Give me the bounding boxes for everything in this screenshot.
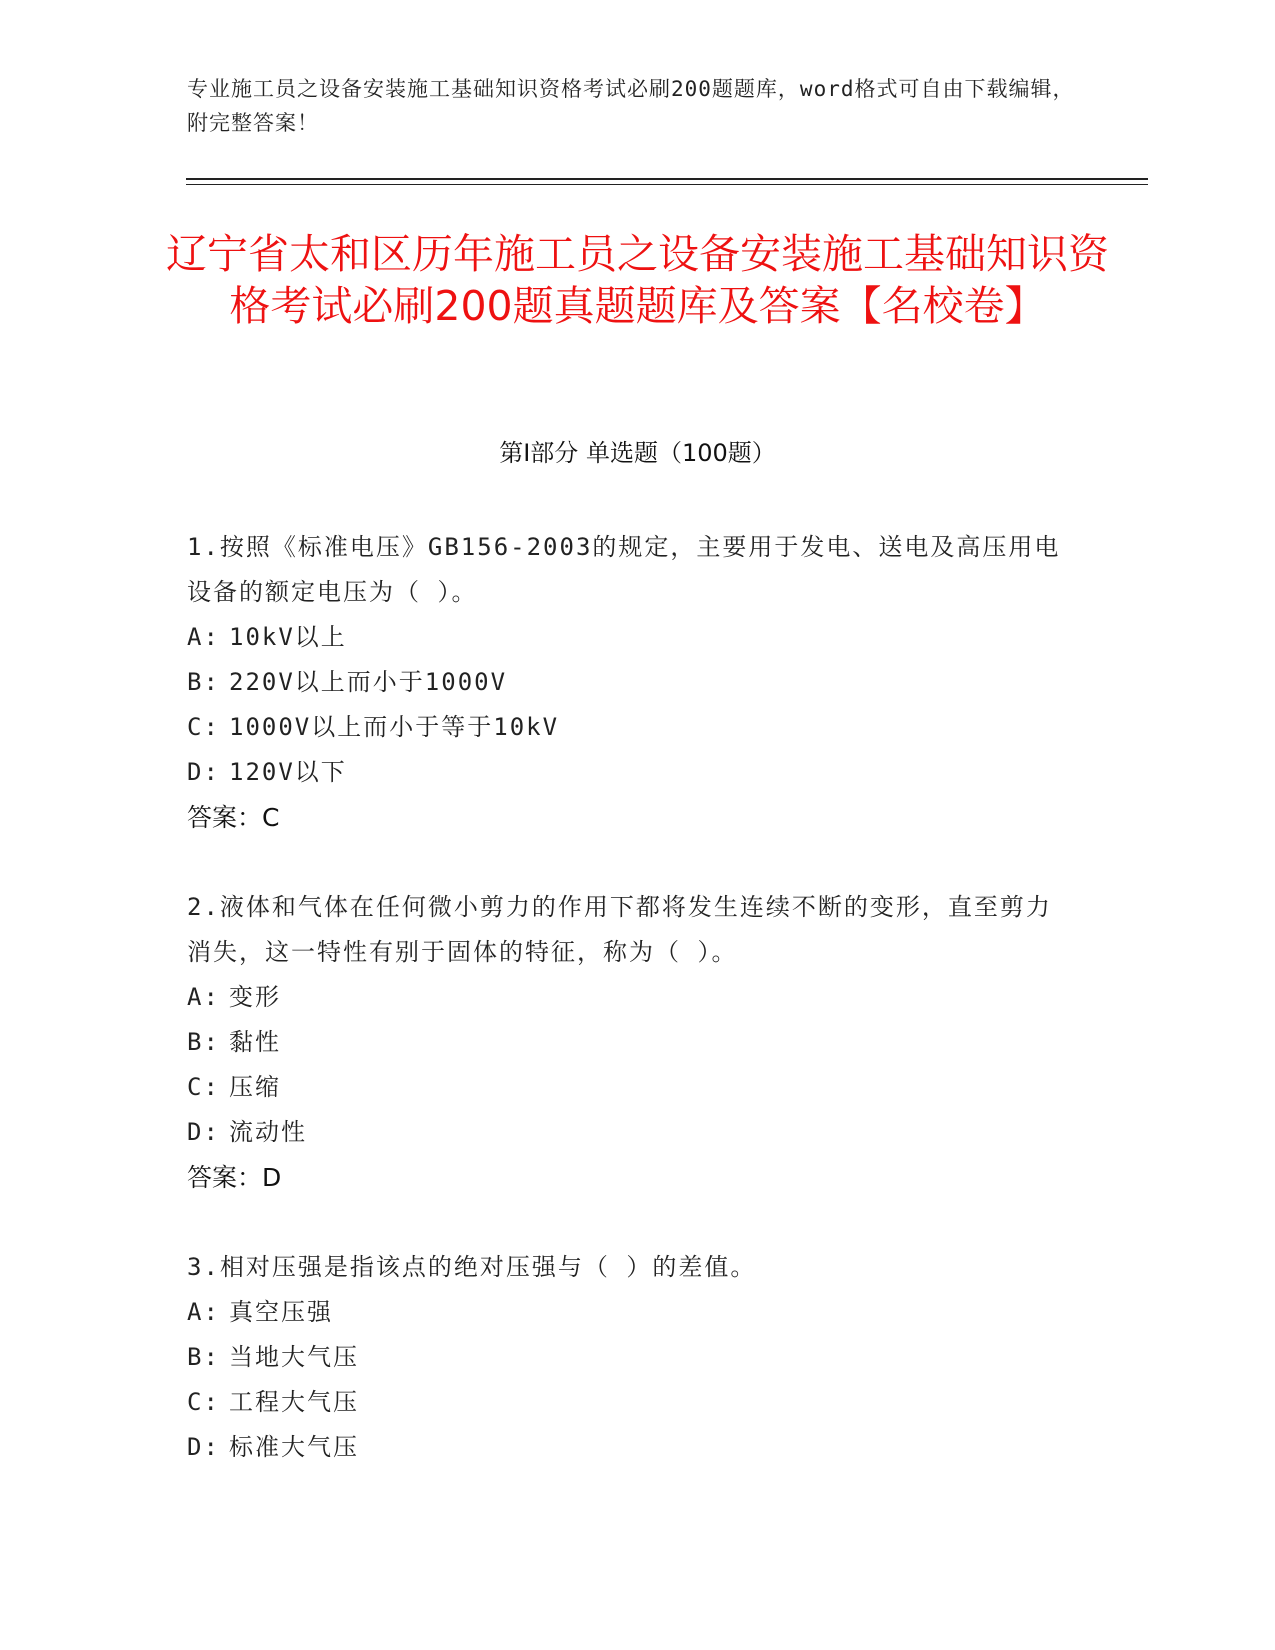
option-text: 流动性 (229, 1118, 307, 1146)
option-key: B: (187, 1343, 220, 1371)
option-b (187, 1020, 1067, 1065)
option-b (187, 1335, 1067, 1380)
question-stem: 3.相对压强是指该点的绝对压强与（ ）的差值。 (187, 1253, 757, 1281)
option-c (187, 1065, 1067, 1110)
question-2 (187, 885, 1067, 1200)
option-a (187, 975, 1067, 1020)
question-3 (187, 1245, 1067, 1470)
option-text: 真空压强 (229, 1298, 333, 1326)
option-text: 当地大气压 (229, 1343, 359, 1371)
option-a (187, 1290, 1067, 1335)
option-key: C: (187, 713, 220, 741)
option-d (187, 1110, 1067, 1155)
option-text: 变形 (229, 983, 281, 1011)
option-d (187, 750, 1067, 795)
section-heading: 第Ⅰ部分 单选题（100题） (499, 439, 776, 467)
answer-line: 答案：D (187, 1163, 282, 1192)
option-text: 标准大气压 (229, 1433, 359, 1461)
option-text: 1000V以上而小于等于10kV (229, 713, 560, 741)
option-text: 220V以上而小于1000V (229, 668, 508, 696)
option-key: A: (187, 983, 220, 1011)
option-key: C: (187, 1388, 220, 1416)
option-key: D: (187, 1433, 220, 1461)
answer-line: 答案：C (187, 803, 280, 832)
question-stem: 1.按照《标准电压》GB156-2003的规定，主要用于发电、送电及高压用电设备的额定电压为（ ）。 (187, 533, 1061, 606)
option-text: 黏性 (229, 1028, 281, 1056)
header-divider-thick (186, 178, 1148, 180)
option-key: D: (187, 1118, 220, 1146)
option-key: A: (187, 1298, 220, 1326)
document-title: 辽宁省太和区历年施工员之设备安装施工基础知识资格考试必刷200题真题题库及答案【名校卷】 (166, 230, 1109, 330)
question-1 (187, 525, 1067, 840)
option-text: 10kV以上 (229, 623, 347, 651)
question-list (187, 525, 1067, 1515)
option-key: C: (187, 1073, 220, 1101)
option-c (187, 705, 1067, 750)
option-key: A: (187, 623, 220, 651)
option-b (187, 660, 1067, 705)
header-note: 专业施工员之设备安装施工基础知识资格考试必刷200题题库，word格式可自由下载编辑，附完整答案！ (187, 77, 1075, 135)
option-c (187, 1380, 1067, 1425)
option-key: B: (187, 1028, 220, 1056)
header-divider-thin (186, 184, 1148, 185)
option-key: D: (187, 758, 220, 786)
option-text: 120V以下 (229, 758, 347, 786)
option-a (187, 615, 1067, 660)
option-text: 工程大气压 (229, 1388, 359, 1416)
question-stem: 2.液体和气体在任何微小剪力的作用下都将发生连续不断的变形，直至剪力消失，这一特性有别于固体的特征，称为（ ）。 (187, 893, 1052, 966)
option-text: 压缩 (229, 1073, 281, 1101)
option-key: B: (187, 668, 220, 696)
option-d (187, 1425, 1067, 1470)
